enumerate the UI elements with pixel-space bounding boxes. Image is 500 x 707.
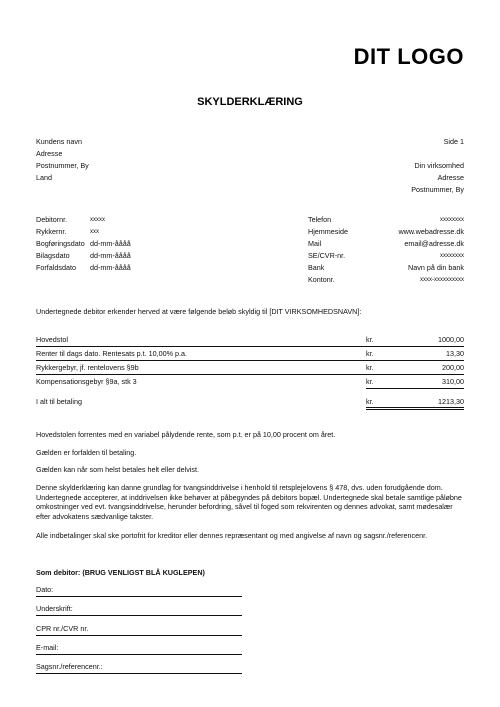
meta-value: dd-mm-åååå	[90, 251, 131, 260]
contact-label: Hjemmeside	[308, 227, 348, 236]
total-rule	[366, 407, 464, 408]
due-paragraph: Gælden er forfalden til betaling.	[36, 448, 137, 457]
line-amount: 1000,00	[438, 335, 464, 344]
contact-value: xxxxxxxx	[440, 217, 464, 223]
table-divider	[36, 374, 464, 375]
cpr-cvr-label: CPR nr./CVR nr.	[36, 624, 89, 633]
company-logo: DIT LOGO	[353, 44, 464, 69]
line-currency: kr.	[366, 349, 374, 358]
legal-paragraph: Denne skylderklæring kan danne grundlag for tvangsinddrivelse i henhold til retsplejelovens § 478, dvs. uden forudgående dom. Undertegnede accepterer, at inddrivelsen ikke behøver at påbegyndes på debitors bopæl. Undertegnede skal betale samtlige påløbne omkostninger ved evt. tvangsinddrivelse, herunder befordring, såvel til foged som rekvirenten og dennes advokat, samt mødesalær efter advokatens sædvanlige takster.	[36, 483, 462, 521]
line-label: Rykkergebyr, jf. rentelovens §9b	[36, 363, 139, 372]
reference-field[interactable]	[36, 673, 242, 674]
contact-label: Mail	[308, 239, 322, 248]
total-label: I alt til betaling	[36, 397, 82, 406]
customer-country: Land	[36, 173, 52, 182]
total-currency: kr.	[366, 397, 374, 406]
meta-label: Forfaldsdato	[36, 263, 76, 272]
signature-field[interactable]	[36, 615, 242, 616]
meta-value: xxxxx	[90, 217, 105, 223]
contact-label: Kontonr.	[308, 275, 335, 284]
contact-value: Navn på din bank	[408, 263, 464, 272]
payment-paragraph: Gælden kan når som helst betales helt eller delvist.	[36, 465, 199, 474]
contact-value: xxxx-xxxxxxxxxx	[420, 277, 464, 283]
customer-address: Adresse	[36, 149, 63, 158]
meta-value: dd-mm-åååå	[90, 263, 131, 272]
contact-label: SE/CVR-nr.	[308, 251, 346, 260]
line-currency: kr.	[366, 335, 374, 344]
customer-postal: Postnummer, By	[36, 161, 89, 170]
company-name: Din virksomhed	[414, 161, 464, 170]
subtotal-rule	[366, 388, 464, 389]
reference-label: Sagsnr./referencenr.:	[36, 662, 103, 671]
contact-label: Bank	[308, 263, 325, 272]
company-postal: Postnummer, By	[411, 185, 464, 194]
line-amount: 310,00	[442, 377, 464, 386]
total-amount: 1213,30	[438, 397, 464, 406]
meta-label: Bilagsdato	[36, 251, 70, 260]
interest-paragraph: Hovedstolen forrentes med en variabel pålydende rente, som p.t. er på 10,00 procent om året.	[36, 430, 336, 439]
line-label: Renter til dags dato. Rentesats p.t. 10,00% p.a.	[36, 349, 188, 358]
line-currency: kr.	[366, 363, 374, 372]
signature-heading: Som debitor: (BRUG VENLIGST BLÅ KUGLEPEN)	[36, 568, 205, 577]
email-field[interactable]	[36, 654, 242, 655]
date-field[interactable]	[36, 596, 242, 597]
contact-label: Telefon	[308, 215, 332, 224]
meta-label: Debitornr.	[36, 215, 68, 224]
line-label: Kompensationsgebyr §9a, stk 3	[36, 377, 137, 386]
contact-value: email@adresse.dk	[404, 239, 464, 248]
contact-value: www.webadresse.dk	[398, 227, 464, 236]
meta-value: xxx	[90, 229, 99, 235]
date-label: Dato:	[36, 585, 54, 594]
line-amount: 13,30	[446, 349, 464, 358]
meta-value: dd-mm-åååå	[90, 239, 131, 248]
payment-info-paragraph: Alle indbetalinger skal ske portofrit for kreditor eller dennes repræsentant og med angivelse af navn og sagsnr./referencenr.	[36, 531, 428, 540]
customer-name: Kundens navn	[36, 137, 82, 146]
line-label: Hovedstol	[36, 335, 68, 344]
line-amount: 200,00	[442, 363, 464, 372]
signature-label: Underskrift:	[36, 604, 73, 613]
total-rule	[366, 409, 464, 410]
email-label: E-mail:	[36, 643, 59, 652]
meta-label: Bogføringsdato	[36, 239, 85, 248]
cpr-cvr-field[interactable]	[36, 635, 242, 636]
page-number: Side 1	[443, 137, 464, 146]
meta-label: Rykkernr.	[36, 227, 67, 236]
document-title: SKYLDERKLÆRING	[197, 96, 303, 108]
debt-intro: Undertegnede debitor erkender herved at være følgende beløb skyldig til [DIT VIRKSOMHEDSNAVN]:	[36, 307, 362, 316]
table-divider	[36, 346, 464, 347]
company-address: Adresse	[437, 173, 464, 182]
table-divider	[36, 360, 464, 361]
contact-value: xxxxxxxx	[440, 253, 464, 259]
line-currency: kr.	[366, 377, 374, 386]
